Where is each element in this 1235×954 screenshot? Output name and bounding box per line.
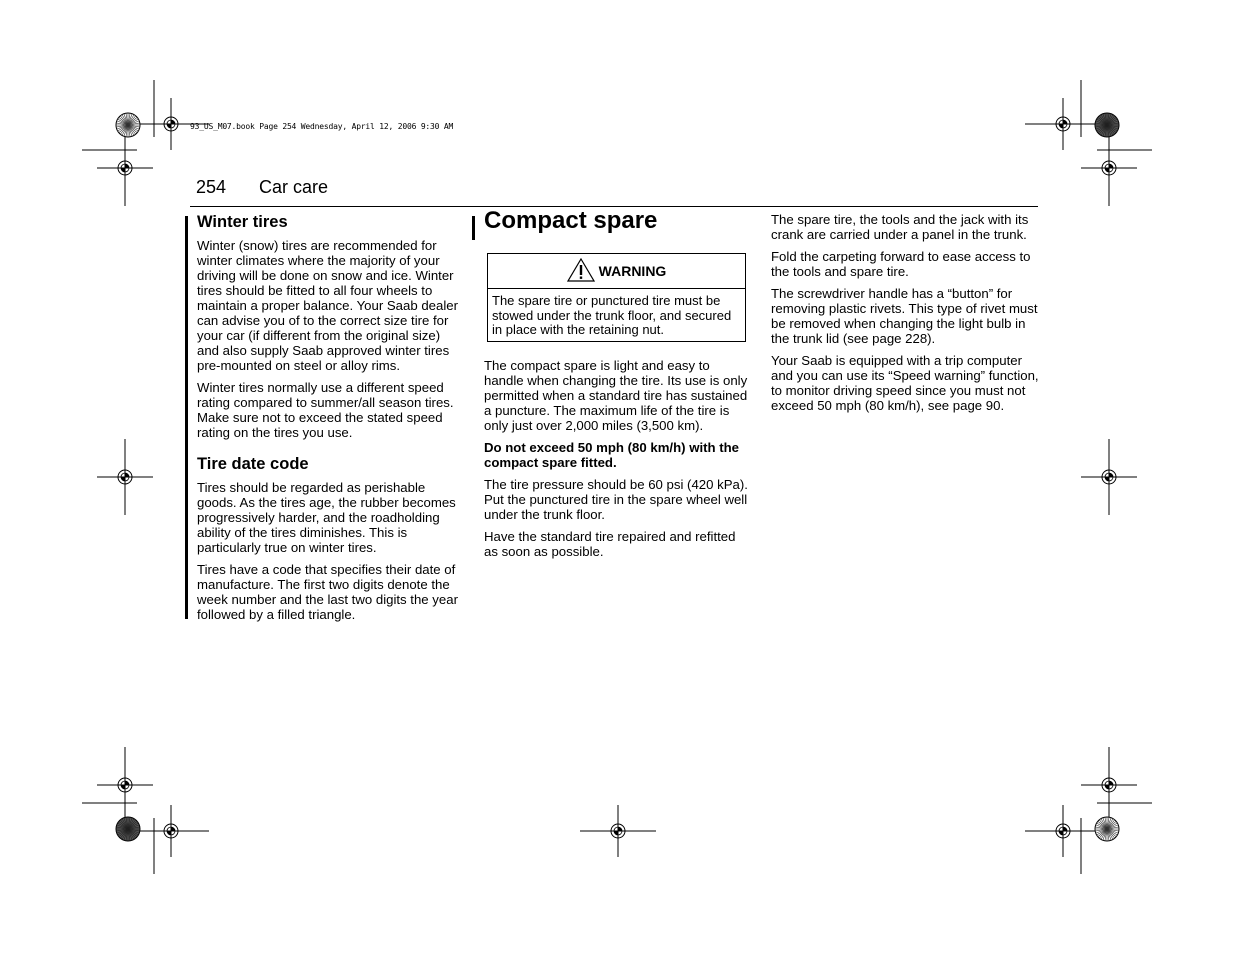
page-title: Compact spare — [484, 207, 658, 234]
color-wheel-icon — [1095, 817, 1119, 841]
registration-mark-icon — [1081, 130, 1137, 206]
paragraph: The spare tire, the tools and the jack with its crank are carried under a panel in the trunk. — [771, 212, 1029, 242]
warning-label: WARNING — [598, 263, 667, 279]
heading-winter-tires: Winter tires — [197, 213, 288, 231]
paragraph: Tires should be regarded as perishable goods. As the tires age, the rubber becomes progressively harder, and the roadholding ability of the tires diminishes. This is particularly true on winter tires. — [197, 480, 456, 555]
paragraph: Your Saab is equipped with a trip computer and you can use its “Speed warning” function, to monitor driving speed since you must not exceed 50 mph (80 km/h), see page 90. — [771, 353, 1039, 413]
registration-mark-icon — [97, 130, 153, 206]
page-number: 254 — [196, 177, 227, 197]
heading-tire-date-code: Tire date code — [197, 455, 309, 473]
paragraph: The compact spare is light and easy to handle when changing the tire. Its use is only permitted when a standard tire has sustained a puncture. The maximum life of the tire is only just over 2,000 miles (3,500 km). — [484, 358, 748, 433]
warning-text: The spare tire or punctured tire must be stowed under the trunk floor, and secured in place with the retaining nut. — [492, 293, 732, 337]
color-wheel-icon — [116, 817, 140, 841]
color-wheel-icon — [1095, 113, 1119, 137]
bold-paragraph: Do not exceed 50 mph (80 km/h) with the compact spare fitted. — [484, 440, 740, 470]
registration-mark-icon — [133, 98, 209, 150]
registration-mark-icon — [1081, 439, 1137, 515]
registration-mark-icon — [1025, 805, 1101, 857]
paragraph: Tires have a code that specifies their date of manufacture. The first two digits denote the week number and the last two digits the year followed by a filled triangle. — [197, 562, 458, 622]
registration-mark-icon — [1025, 98, 1101, 150]
paragraph: Winter tires normally use a different speed rating compared to summer/all season tires. Make sure not to exceed the stated speed rating on the tires you use. — [197, 380, 454, 440]
registration-mark-icon — [97, 439, 153, 515]
registration-mark-icon — [1081, 747, 1137, 823]
paragraph: Winter (snow) tires are recommended for winter climates where the majority of your driving will be done on snow and ice. Winter tires should be fitted to all four wheels to maintain a proper balance. Your Saab dealer can advise you of to the correct size tire for your car (if different from the original size) and also supply Saab approved winter tires pre-mounted on steel or alloy rims. — [197, 238, 459, 373]
paragraph: Have the standard tire repaired and refitted as soon as possible. — [484, 529, 736, 559]
print-slug: 93_US_M07.book Page 254 Wednesday, April 12, 2006 9:30 AM — [190, 122, 454, 131]
section-title: Car care — [259, 177, 329, 197]
paragraph: Fold the carpeting forward to ease access to the tools and spare tire. — [771, 249, 1031, 279]
color-wheel-icon — [116, 113, 140, 137]
paragraph: The tire pressure should be 60 psi (420 kPa). Put the punctured tire in the spare wheel well under the trunk floor. — [484, 477, 748, 522]
registration-mark-icon — [580, 805, 656, 857]
paragraph: The screwdriver handle has a “button” for removing plastic rivets. This type of rivet must be removed when changing the light bulb in the trunk lid (see page 228). — [771, 286, 1038, 346]
registration-mark-icon — [133, 805, 209, 857]
registration-mark-icon — [97, 747, 153, 823]
